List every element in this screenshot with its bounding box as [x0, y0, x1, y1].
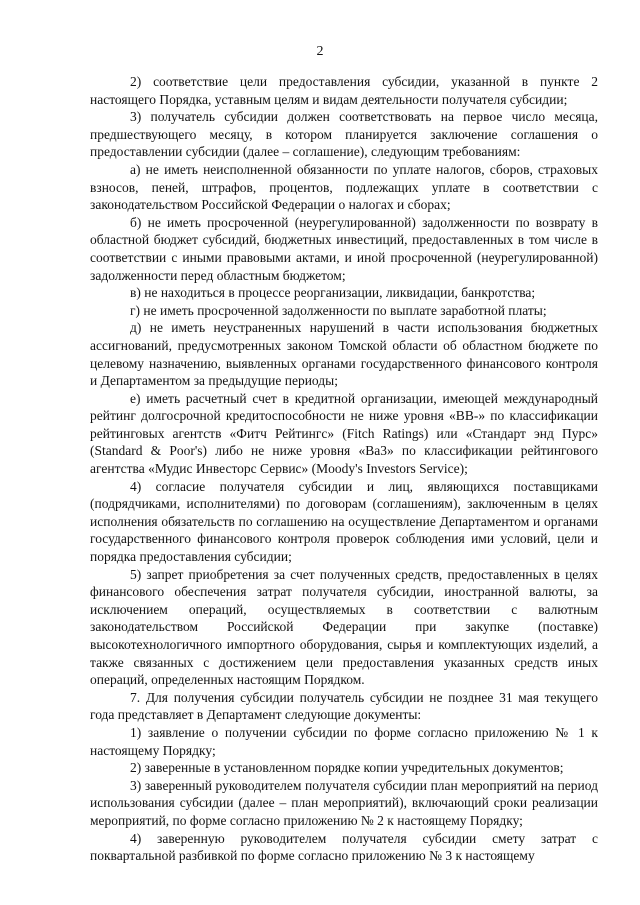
- paragraph-subitem-g-wages: г) не иметь просроченной задолженности по выплате заработной платы;: [130, 302, 547, 318]
- paragraph-clause-7-documents: 7. Для получения субсидии получатель субсидии не позднее 31 мая текущего года представляет в Департамент следующие документы:: [90, 689, 598, 723]
- page-number: 2: [316, 44, 324, 59]
- paragraph-item-4-consent: 4) согласие получателя субсидии и лиц, являющихся поставщиками (подрядчиками, исполнителями) по договорам (соглашениям), заключенным в целях исполнения обязательств по соглашению на осуществление Департаментом и органами государственного финансового контроля проверок соблюдения ими условий, цели и порядка предоставления субсидии;: [90, 478, 598, 565]
- paragraph-doc-4-cost-estimate: 4) заверенную руководителем получателя субсидии смету затрат с поквартальной разбивкой по форме согласно приложению № 3 к настоящему: [90, 830, 598, 864]
- paragraph-subitem-b-debt: б) не иметь просроченной (неурегулированной) задолженности по возврату в областной бюджет субсидий, бюджетных инвестиций, предоставленных в том числе в соответствии с иными правовыми актами, и иной просроченной (неурегулированной) задолженности перед областным бюджетом;: [90, 214, 598, 283]
- paragraph-item-2-compliance: 2) соответствие цели предоставления субсидии, указанной в пункте 2 настоящего Порядка, уставным целям и видам деятельности получателя субсидии;: [90, 74, 598, 107]
- paragraph-subitem-d-violations: д) не иметь неустраненных нарушений в части использования бюджетных ассигнований, предусмотренных законом Томской области об областном бюджете по целевому назначению, выявленных органами государственного финансового контроля и Департаментом за предыдущие периоды;: [90, 320, 598, 389]
- paragraph-subitem-a-taxes: а) не иметь неисполненной обязанности по уплате налогов, сборов, страховых взносов, пеней, штрафов, процентов, подлежащих уплате в соответствии с законодательством Российской Федерации о налогах и сборах;: [90, 161, 598, 213]
- document-body: [90, 73, 598, 865]
- paragraph-subitem-v-reorganization: в) не находиться в процессе реорганизации, ликвидации, банкротства;: [130, 285, 536, 301]
- paragraph-doc-1-application: 1) заявление о получении субсидии по форме согласно приложению № 1 к настоящему Порядку;: [90, 724, 598, 758]
- paragraph-doc-2-charter-copies: 2) заверенные в установленном порядке копии учредительных документов;: [130, 760, 564, 776]
- paragraph-item-5-currency-ban: 5) запрет приобретения за счет полученных средств, предоставленных в целях финансового обеспечения затрат получателя субсидии, иностранной валюты, за исключением операций, осуществляемых в соответствии с валютным законодательством Российской Федерации при закупке (поставке) высокотехнологичного импортного оборудования, сырья и комплектующих изделий, а также связанных с достижением цели предоставления указанных средств иных операций, определенных настоящим Порядком.: [90, 566, 598, 688]
- paragraph-item-3-requirements: 3) получатель субсидии должен соответствовать на первое число месяца, предшествующего месяцу, в котором планируется заключение соглашения о предоставлении субсидии (далее – соглашение), следующим требованиям:: [90, 109, 598, 160]
- paragraph-doc-3-action-plan: 3) заверенный руководителем получателя субсидии план мероприятий на период использования субсидии (далее – план мероприятий), включающий сроки реализации мероприятий, по форме согласно приложению № 2 к настоящему Порядку;: [90, 777, 598, 828]
- paragraph-subitem-e-bank-account: е) иметь расчетный счет в кредитной организации, имеющей международный рейтинг долгосрочной кредитоспособности не ниже уровня «BB-» по классификации рейтинговых агентств «Фитч Рейтингс» (Fitch Ratings) или «Стандарт энд Пурс» (Standard & Poor's) либо не ниже уровня «Ba3» по классификации рейтингового агентства «Мудис Инвесторс Сервис» (Moody's Investors Service);: [90, 390, 598, 477]
